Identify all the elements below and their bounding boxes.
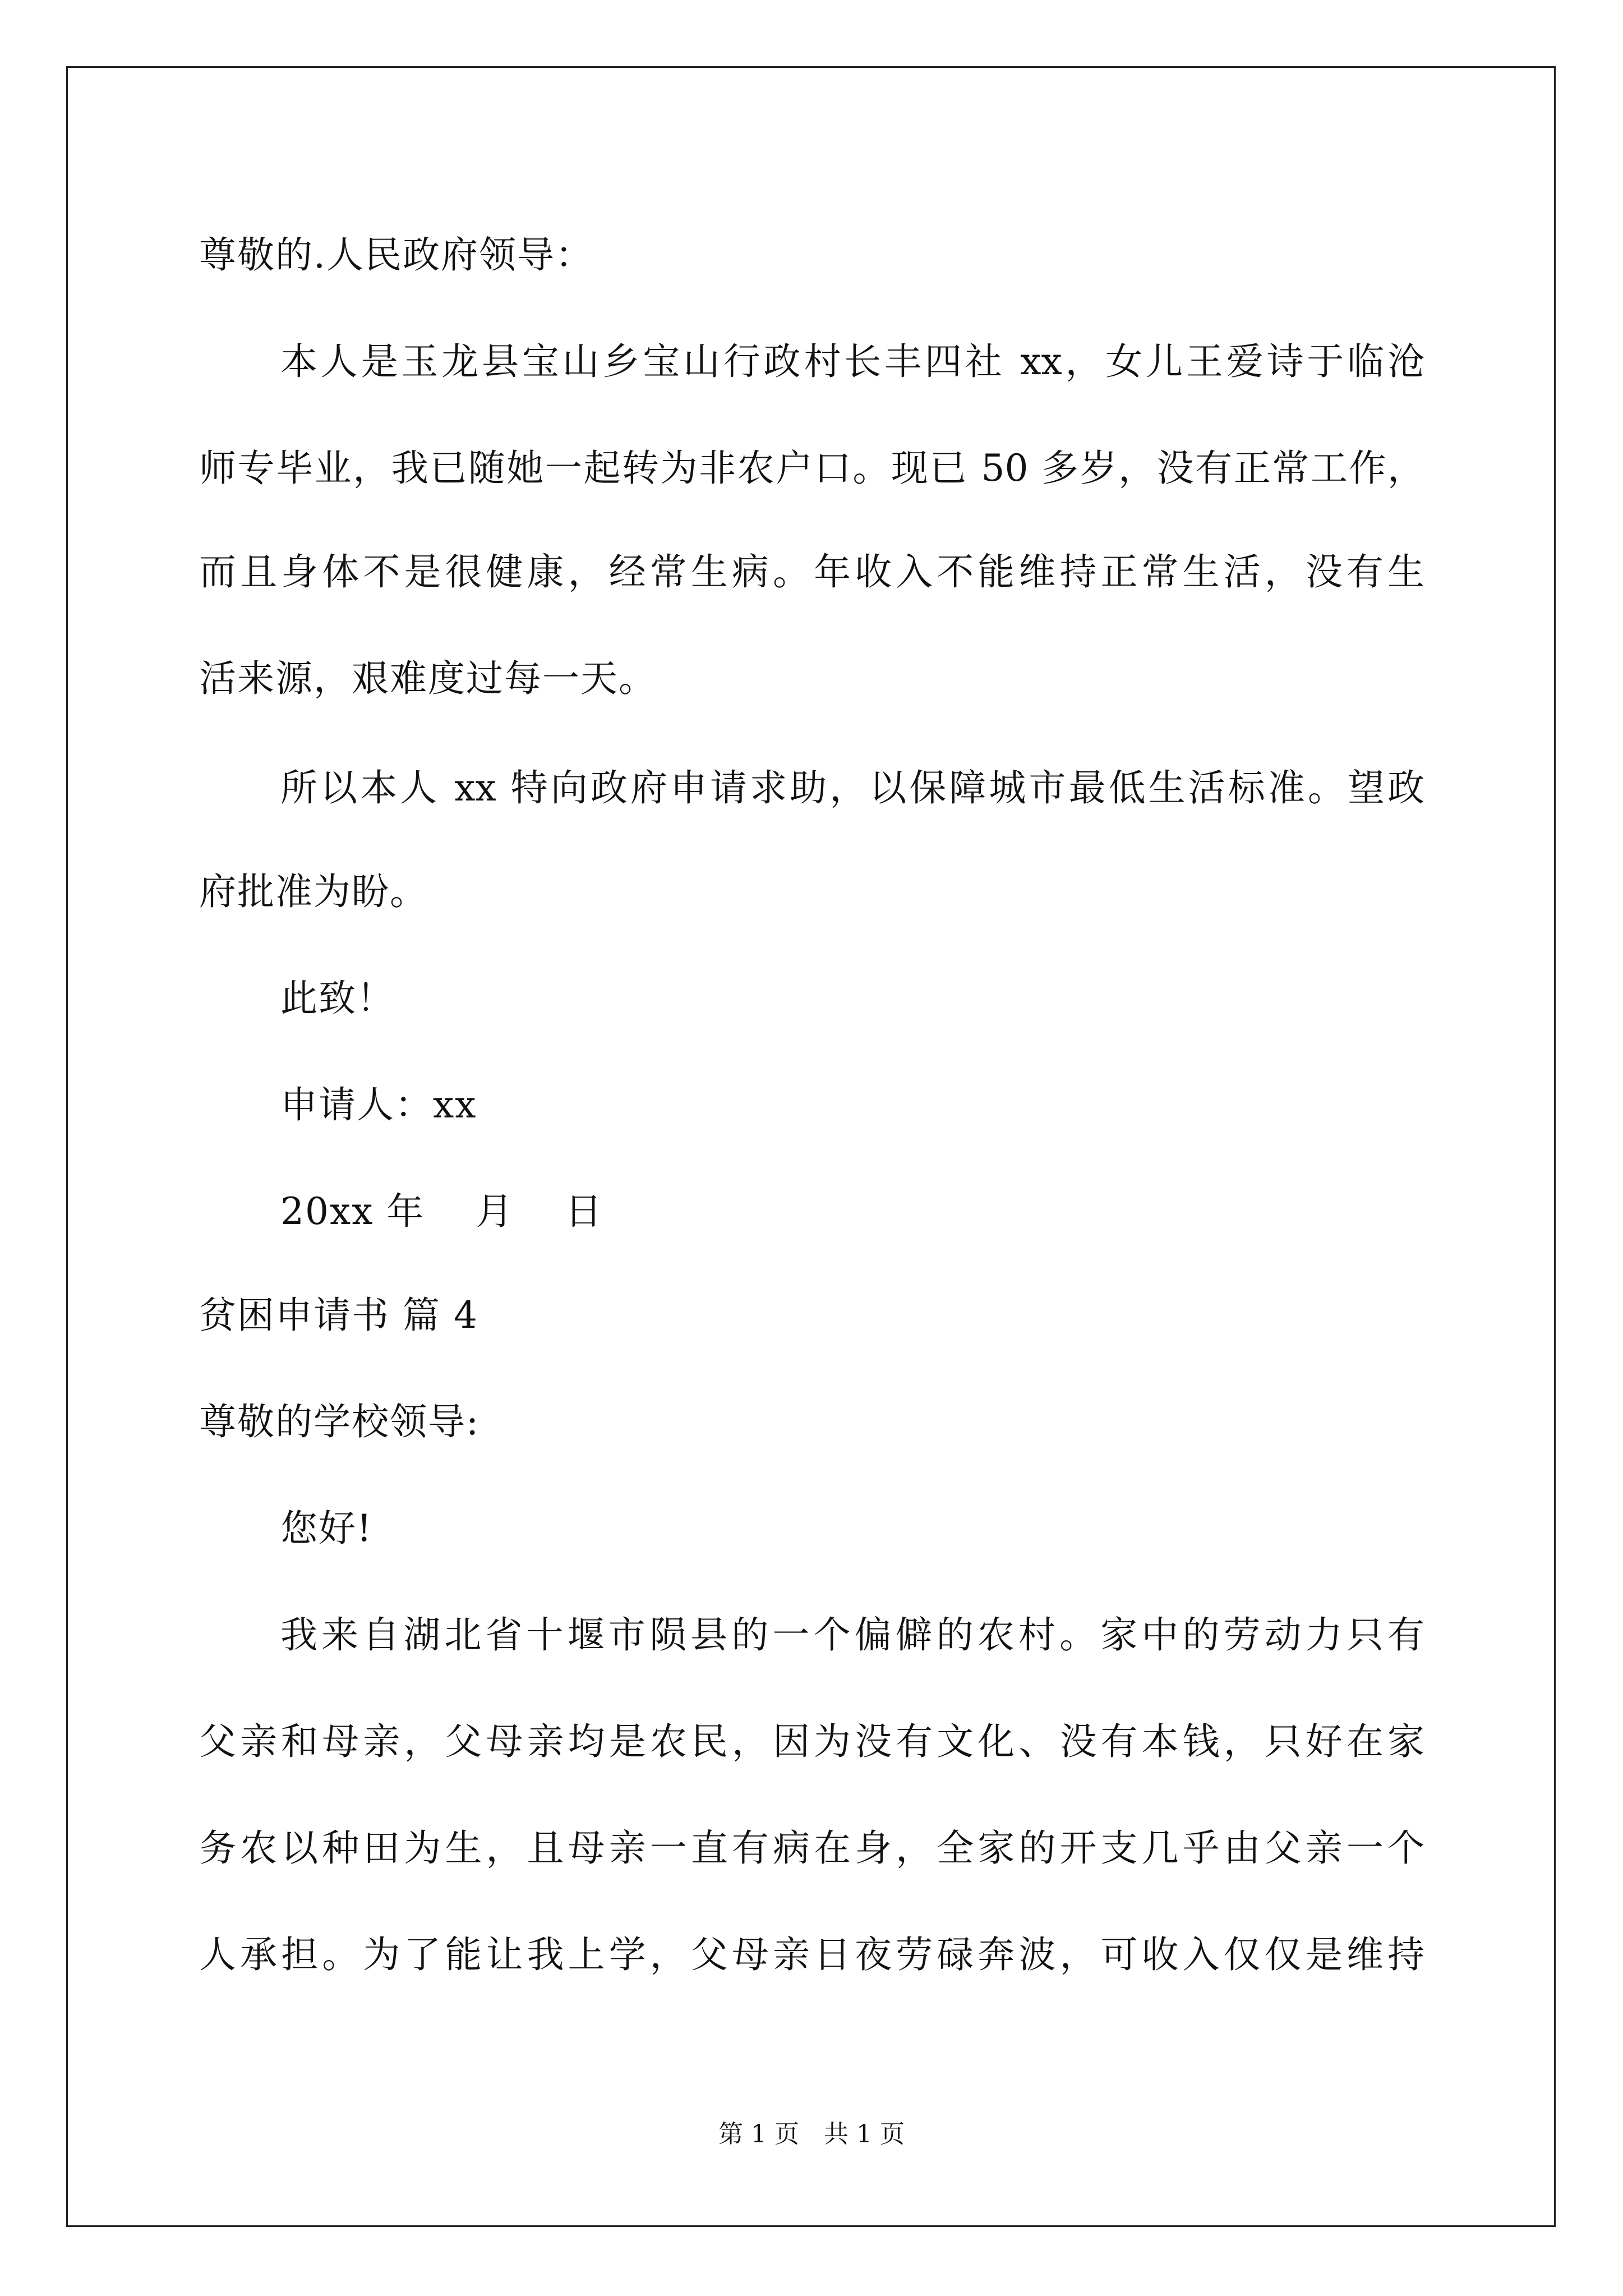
page-frame xyxy=(66,66,1556,2227)
paragraph-line: 我来自湖北省十堰市陨县的一个偏僻的农村。家中的劳动力只有 xyxy=(280,1613,1424,1657)
greeting-line: 您好! xyxy=(280,1507,373,1550)
paragraph-line: 务农以种田为生，且母亲一直有病在身，全家的开支几乎由父亲一个 xyxy=(199,1826,1424,1870)
paragraph-line: 师专毕业，我已随她一起转为非农户口。现已 50 多岁，没有正常工作， xyxy=(199,447,1424,490)
applicant-line: 申请人：xx xyxy=(280,1083,477,1126)
salutation-line: 尊敬的学校领导: xyxy=(199,1400,480,1443)
page-number-footer: 第 1 页 共 1 页 xyxy=(718,2120,905,2148)
paragraph-line: 人承担。为了能让我上学，父母亲日夜劳碌奔波，可收入仅仅是维持 xyxy=(199,1933,1424,1976)
paragraph-line: 活来源，艰难度过每一天。 xyxy=(199,657,657,700)
paragraph-line: 府批准为盼。 xyxy=(199,870,428,913)
paragraph-line: 所以本人 xx 特向政府申请求助，以保障城市最低生活标准。望政 xyxy=(280,766,1424,809)
closing-line: 此致！ xyxy=(280,977,395,1020)
paragraph-line: 本人是玉龙县宝山乡宝山行政村长丰四社 xx，女儿王爱诗于临沧 xyxy=(280,340,1424,383)
salutation-line: 尊敬的.人民政府领导： xyxy=(199,233,593,277)
paragraph-line: 父亲和母亲，父母亲均是农民，因为没有文化、没有本钱，只好在家 xyxy=(199,1720,1424,1763)
paragraph-line: 而且身体不是很健康，经常生病。年收入不能维持正常生活，没有生 xyxy=(199,550,1424,593)
section-heading: 贫困申请书 篇 4 xyxy=(199,1294,478,1337)
date-line: 20xx 年 月 日 xyxy=(280,1190,603,1233)
